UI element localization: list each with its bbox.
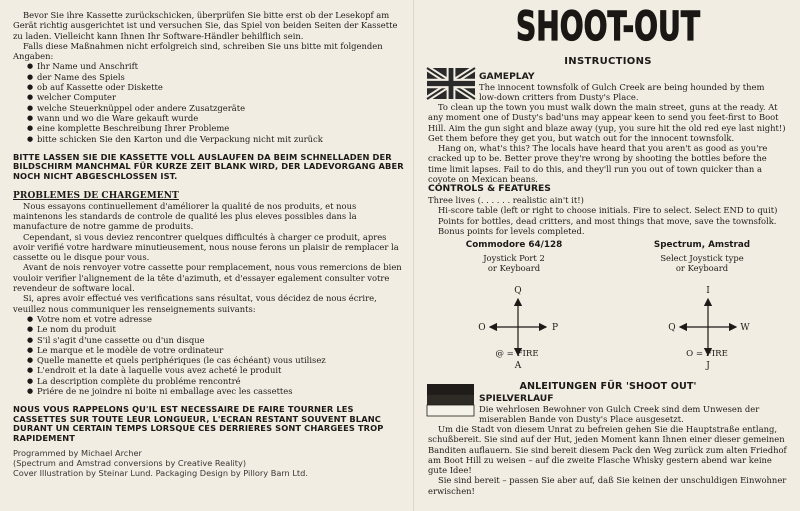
list-item: ● L'endroit et la date à laquelle vous avez acheté le produit [27, 365, 405, 375]
french-paragraph: Avant de nois renvoyer votre cassette pour remplacement, nous vous remercions de bien vouloir verifier l'alignement de la tête d'azimuth, et d'essayer egalement consulter votre revendeur de software local. [13, 262, 402, 294]
german-notice: BITTE LASSEN SIE DIE KASSETTE VOLL AUSLAUFEN DA BEIM SCHNELLADEN DER BILDSCHIRM MANCHMAL FÜR KURZE ZEIT BLANK WIRD, DER LADEVORGANG ABER NOCH NICHT ABGESCHLOSSEN IST. [13, 151, 404, 182]
controls-line: Three lives (. . . . . . realistic ain't it!) [428, 195, 584, 205]
controls-body [428, 195, 788, 236]
list-item: ● La description complète du probléme rencontré [27, 376, 405, 386]
list-item: ● Le marque et le modèle de votre ordinateur [27, 345, 405, 355]
list-item: ● der Name des Spiels [27, 72, 405, 82]
french-heading: PROBLEMES DE CHARGEMENT [13, 190, 179, 201]
german-instructions-title: ANLEITUNGEN FÜR 'SHOOT OUT' [519, 381, 697, 392]
french-list [27, 314, 405, 396]
list-item: ● wann und wo die Ware gekauft wurde [27, 113, 405, 123]
list-item: ● Priére de ne joindre ni boite ni emballage avec les cassettes [27, 386, 405, 396]
german-gameplay-paragraph: Um die Stadt von diesem Unrat zu befreien gehen Sie die Hauptstraße entlang, schußbereit. Sie sind auf der Hut, jeden Moment kann Ihnen einer dieser gemeinen Banditen auflauern. Sie sind bereit diesem Pack den Weg zurück zum alten Friedhof am Boot Hill zu weisen – auf die zweite Flasche Whisky gestern abend war keine gute Idee! [428, 424, 787, 476]
credit-line: (Spectrum and Amstrad conversions by Creative Reality) [13, 457, 247, 468]
german-flag-icon [427, 384, 474, 416]
key-left: O [478, 323, 486, 333]
platform-name: Spectrum, Amstrad [653, 240, 751, 250]
platform-name: Commodore 64/128 [465, 240, 563, 250]
fire-key-label: @ = FIRE [495, 349, 539, 359]
spielverlauf-heading: SPIELVERLAUF [479, 393, 554, 404]
platform-desc: Select Joystick type [660, 253, 744, 263]
platform-desc: or Keyboard [675, 263, 729, 274]
german-intro-paragraph: Bevor Sie ihre Kassette zurückschicken, überprüfen Sie bitte erst ob der Lesekopf am Gerät richtig ausgerichtet ist und versuchen Sie, das Spiel von beiden Seiten der Kassette zu laden. Vielleicht kann Ihnen Ihr Software-Händler behilflich sein. [13, 10, 398, 41]
game-title [514, 4, 702, 50]
gameplay-paragraph: Hang on, what's this? The locals have heard that you aren't as good as you're cracked up to be. Better prove they're wrong by shooting the bottles before the time limit lapses. Fail to do this, and they'll run you out of town quicker than a coyote on Mexican beans. [428, 143, 768, 185]
key-right: P [551, 323, 559, 333]
list-item: ● eine komplette Beschreibung Ihrer Probleme [27, 123, 405, 133]
key-up: Q [514, 286, 522, 296]
key-down: J [706, 361, 710, 371]
gameplay-heading: GAMEPLAY [479, 71, 535, 82]
credits [13, 448, 405, 479]
gameplay-paragraph: To clean up the town you must walk down the main street, guns at the ready. At any moment one of Dusty's bad'uns may appear keen to send you feet-first to Boot Hill. Aim the gun sight and blaze away (yup, you sure hit the old red eye last night!) Get them before they get you, but watch out for the innocent townsfolk. [428, 102, 786, 143]
list-item: ● Quelle manette et quels periphériques (le cas échéant) vous utilisez [27, 355, 405, 365]
key-right: W [740, 323, 750, 333]
credit-line: Cover Illustration by Steinar Lund. Packaging Design by Pillory Barn Ltd. [13, 468, 308, 479]
french-paragraph: Cependant, si vous deviez rencontrer quelques difficultés à charger ce produit, apres avoir verifié votre hardware minutieusement, nous nouse ferons un plaisir de remplacer la cassette ou le disque pour vous. [13, 231, 399, 263]
platform-desc: or Keyboard [487, 263, 541, 274]
german-request-paragraph: Falls diese Maßnahmen nicht erfolgreich sind, schreiben Sie uns bitte mit folgenden Angaben: [13, 40, 383, 62]
german-gameplay-body [428, 424, 788, 496]
list-item: ● S'il s'agit d'une cassette ou d'un disque [27, 335, 405, 345]
list-item: ● welche Steuerknüppel oder andere Zusatzgeräte [27, 103, 405, 113]
list-item: ● Ihr Name und Anschrift [27, 61, 405, 71]
fold-line [413, 0, 414, 511]
right-column [426, 0, 790, 511]
list-item: ● ob auf Kassette oder Diskette [27, 82, 405, 92]
german-list [27, 61, 405, 143]
german-gameplay-intro: Die wehrlosen Bewohner von Gulch Creek sind dem Unwesen der miserablen Bande von Dusty's Place ausgesetzt. [479, 404, 760, 425]
list-item: ● bitte schicken Sie den Karton und die Verpackung nicht mit zurück [27, 134, 405, 144]
spectrum-controls [622, 240, 782, 274]
controls-line: Hi-score table (left or right to choose initials. Fire to select. Select END to quit) [438, 205, 778, 216]
left-column [13, 10, 405, 478]
credit-line: Programmed by Michael Archer [13, 447, 142, 458]
key-left: Q [668, 323, 676, 333]
german-gameplay-paragraph: Sie sind bereit – passen Sie aber auf, daß Sie keinen der unschuldigen Einwohner erwischen! [428, 475, 787, 496]
list-item: ● Le nom du produit [27, 324, 405, 334]
controls-line: Bonus points for levels completed. [438, 225, 585, 236]
controls-heading: CONTROLS & FEATURES [428, 183, 551, 194]
french-paragraph: Nous essayons continuellement d'améliorer la qualité de nos produits, et nous maintenons les standards de controle de qualité les plus eleves possibles dans la manufacture de notre gamme de produits. [13, 200, 357, 232]
list-item: ● welcher Computer [27, 92, 405, 102]
list-item: ● Votre nom et votre adresse [27, 314, 405, 324]
key-up: I [706, 286, 710, 296]
gameplay-intro: The innocent townsfolk of Gulch Creek are being hounded by them low-down critters from Dusty's Place. [479, 82, 765, 103]
french-notice: NOUS VOUS RAPPELONS QU'IL EST NECESSAIRE DE FAIRE TOURNER LES CASSETTES SUR TOUTE LEUR LONGUEUR, L'ECRAN RESTANT SOUVENT BLANC DURANT UN CERTAIN TEMPS LORSQUE CES DERRIERES SONT CHARGEES TROP RAPIDEMENT [13, 404, 384, 444]
instructions-heading: INSTRUCTIONS [564, 56, 652, 67]
gameplay-body [428, 102, 788, 184]
fire-key-label: O = FIRE [686, 349, 728, 359]
french-paragraph: Si, apres avoir effectué ves verifications sans résultat, vous décidez de nous écrire, veuillez nous communiquer les renseignements suivants: [13, 293, 377, 314]
key-down: A [514, 361, 522, 371]
game-title-logo [514, 4, 702, 50]
commodore-controls [434, 240, 594, 274]
uk-flag-icon [427, 68, 475, 99]
game-title-text: SHOOT-OUT [516, 4, 701, 50]
controls-line: Points for bottles, dead critters, and most things that move, save the townsfolk. [438, 215, 777, 226]
platform-desc: Joystick Port 2 [483, 253, 545, 263]
